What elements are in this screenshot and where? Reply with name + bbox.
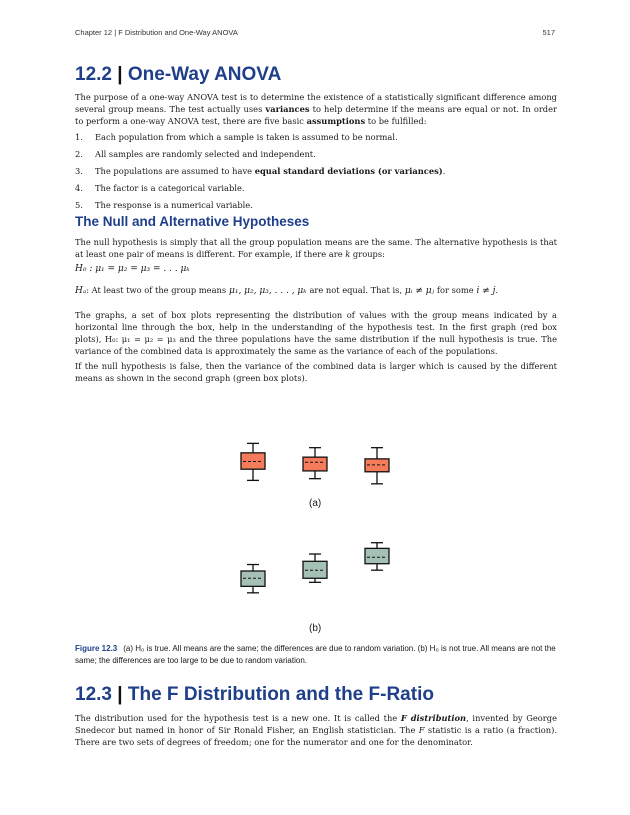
figure-label-b: (b) [309, 623, 322, 634]
boxplot-figure-b [215, 528, 415, 613]
boxplot [303, 554, 327, 582]
box [303, 457, 327, 471]
subsection-heading: The Null and Alternative Hypotheses [75, 214, 310, 229]
boxplot [365, 543, 389, 570]
section-number: 12.2 [75, 64, 112, 85]
boxplot-explanation: The graphs, a set of box plots representing the distribution of values with the group means indicated by a horizontal line through the box, help in the understanding of the hypothesis test. In the first graph (red box plots), H₀: μ₁ = μ₂ = μ₃ and the three populations have the same distribution if the null hypothesis is true. The variance of the combined data is approximately the same as the variance of each of the populations. [75, 310, 557, 356]
list-item: 2. All samples are randomly selected and independent. [75, 149, 316, 159]
section-heading-12-2: 12.2 | One-Way ANOVA [75, 64, 282, 85]
boxplot [241, 443, 265, 480]
figure-caption-text: (a) H₀ is true. All means are the same; the differences are due to random variation. (b) H₀ is not true. All means are not the same; the differences are too large to be due to random variation. [75, 644, 556, 665]
boxplot [365, 448, 389, 484]
false-null-paragraph: If the null hypothesis is false, then the variance of the combined data is larger which is caused by the different means as shown in the second graph (green box plots). [75, 361, 557, 383]
list-item: 4. The factor is a categorical variable. [75, 183, 245, 193]
figure-caption [75, 643, 557, 667]
boxplot [241, 565, 265, 593]
running-head [75, 28, 555, 37]
list-item: 3. The populations are assumed to have equal standard deviations (or variances). [75, 166, 446, 176]
hypothesis-paragraph: The null hypothesis is simply that all the group population means are the same. The alternative hypothesis is that at least one pair of means is different. For example, if there are k groups: [75, 237, 557, 259]
null-hypothesis: H₀ : μ₁ = μ₂ = μ₃ = . . . μₖ [75, 264, 190, 274]
intro-paragraph: The purpose of a one-way ANOVA test is to determine the existence of a statistically significant difference among several group means. The test actually uses variances to help determine if the means are equal or not. In order to perform a one-way ANOVA test, there are five basic assumptions to be fulfilled: [75, 92, 557, 126]
section-title: One-Way ANOVA [127, 64, 282, 85]
figure-label-a: (a) [309, 498, 322, 509]
boxplot-figure-a [215, 403, 415, 493]
assumptions-list [75, 131, 557, 216]
page-number: 517 [542, 28, 555, 37]
list-item: 1. Each population from which a sample is taken is assumed to be normal. [75, 132, 398, 142]
list-item: 5. The response is a numerical variable. [75, 200, 253, 210]
boxplot [303, 448, 327, 479]
section-number: 12.3 [75, 684, 112, 705]
section-heading-12-3: 12.3 | The F Distribution and the F-Ratio [75, 684, 434, 705]
box [365, 548, 389, 563]
chapter-title: Chapter 12 | F Distribution and One-Way ANOVA [75, 28, 238, 37]
section-title: The F Distribution and the F-Ratio [127, 684, 434, 705]
f-distribution-paragraph: The distribution used for the hypothesis test is a new one. It is called the F distribution, invented by George Snedecor but named in honor of Sir Ronald Fisher, an English statistician. The F statistic is a ratio (a fraction). There are two sets of degrees of freedom; one for the numerator and one for the denominator. [75, 713, 557, 747]
alternative-hypothesis: Hₐ: At least two of the group means μ₁, μ₂, μ₃, . . . , μₖ are not equal. That is, μᵢ ≠ μⱼ for some i ≠ j. [75, 285, 499, 296]
figure-caption-label: Figure 12.3 [75, 644, 118, 653]
